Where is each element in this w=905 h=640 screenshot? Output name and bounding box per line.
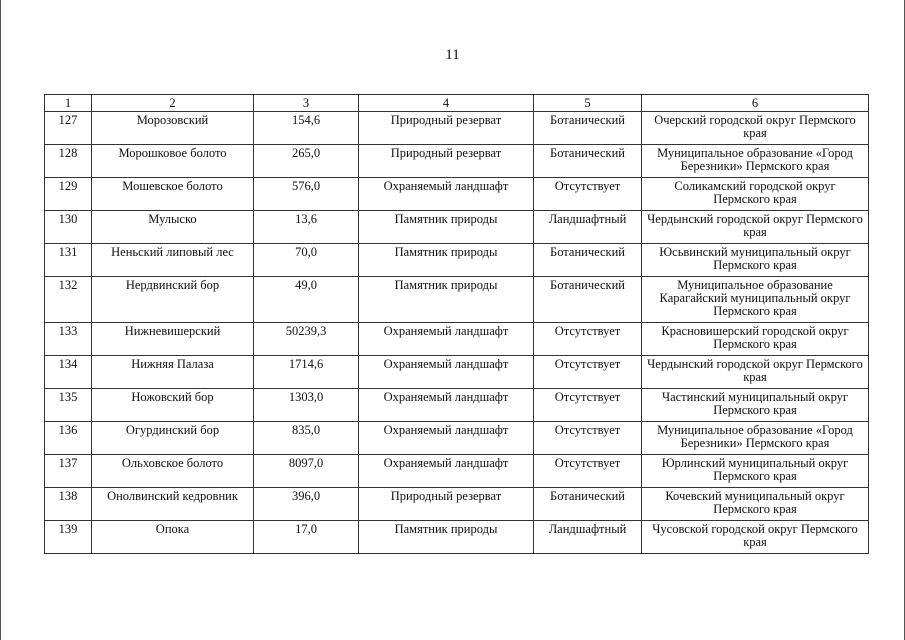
area-location-cell: Муниципальное образование «Город Березники» Пермского края — [642, 422, 869, 455]
area-category-cell: Охраняемый ландшафт — [359, 455, 534, 488]
protected-areas-table — [44, 94, 869, 554]
column-header-1: 1 — [45, 95, 92, 112]
table-row — [45, 488, 869, 521]
area-location-cell: Очерский городской округ Пермского края — [642, 112, 869, 145]
area-profile-cell: Отсутствует — [534, 389, 642, 422]
table-row — [45, 277, 869, 323]
table-row — [45, 455, 869, 488]
area-profile-cell: Ботанический — [534, 244, 642, 277]
area-hectares-cell: 396,0 — [254, 488, 359, 521]
column-header-2: 2 — [92, 95, 254, 112]
area-name-cell: Нижняя Палаза — [92, 356, 254, 389]
table-row — [45, 145, 869, 178]
area-hectares-cell: 70,0 — [254, 244, 359, 277]
area-name-cell: Ольховское болото — [92, 455, 254, 488]
area-name-cell: Нижневишерский — [92, 323, 254, 356]
table-row — [45, 389, 869, 422]
area-location-cell: Соликамский городской округ Пермского края — [642, 178, 869, 211]
area-profile-cell: Ботанический — [534, 277, 642, 323]
table-body — [45, 112, 869, 554]
area-hectares-cell: 835,0 — [254, 422, 359, 455]
area-category-cell: Памятник природы — [359, 211, 534, 244]
area-hectares-cell: 49,0 — [254, 277, 359, 323]
table-header — [45, 95, 869, 112]
area-location-cell: Красновишерский городской округ Пермского края — [642, 323, 869, 356]
row-number-cell: 139 — [45, 521, 92, 554]
column-header-6: 6 — [642, 95, 869, 112]
area-category-cell: Памятник природы — [359, 244, 534, 277]
area-hectares-cell: 50239,3 — [254, 323, 359, 356]
area-category-cell: Природный резерват — [359, 488, 534, 521]
area-profile-cell: Ботанический — [534, 488, 642, 521]
column-header-4: 4 — [359, 95, 534, 112]
area-location-cell: Чердынский городской округ Пермского края — [642, 356, 869, 389]
area-location-cell: Кочевский муниципальный округ Пермского края — [642, 488, 869, 521]
area-name-cell: Опока — [92, 521, 254, 554]
row-number-cell: 130 — [45, 211, 92, 244]
column-header-3: 3 — [254, 95, 359, 112]
row-number-cell: 133 — [45, 323, 92, 356]
area-category-cell: Охраняемый ландшафт — [359, 389, 534, 422]
row-number-cell: 129 — [45, 178, 92, 211]
row-number-cell: 132 — [45, 277, 92, 323]
area-name-cell: Морозовский — [92, 112, 254, 145]
area-profile-cell: Отсутствует — [534, 178, 642, 211]
area-hectares-cell: 576,0 — [254, 178, 359, 211]
area-name-cell: Неньский липовый лес — [92, 244, 254, 277]
area-name-cell: Мулыско — [92, 211, 254, 244]
area-location-cell: Муниципальное образование Карагайский муниципальный округ Пермского края — [642, 277, 869, 323]
table-row — [45, 356, 869, 389]
row-number-cell: 128 — [45, 145, 92, 178]
area-category-cell: Охраняемый ландшафт — [359, 178, 534, 211]
area-hectares-cell: 154,6 — [254, 112, 359, 145]
table-row — [45, 244, 869, 277]
area-profile-cell: Отсутствует — [534, 422, 642, 455]
header-row — [45, 95, 869, 112]
area-profile-cell: Отсутствует — [534, 455, 642, 488]
area-profile-cell: Отсутствует — [534, 356, 642, 389]
area-profile-cell: Ландшафтный — [534, 211, 642, 244]
table-row — [45, 422, 869, 455]
area-profile-cell: Ботанический — [534, 145, 642, 178]
area-hectares-cell: 265,0 — [254, 145, 359, 178]
area-category-cell: Природный резерват — [359, 112, 534, 145]
table-row — [45, 112, 869, 145]
row-number-cell: 127 — [45, 112, 92, 145]
area-location-cell: Чусовской городской округ Пермского края — [642, 521, 869, 554]
area-category-cell: Охраняемый ландшафт — [359, 356, 534, 389]
area-category-cell: Охраняемый ландшафт — [359, 323, 534, 356]
area-name-cell: Огурдинский бор — [92, 422, 254, 455]
area-name-cell: Мошевское болото — [92, 178, 254, 211]
page-number: 11 — [445, 47, 460, 63]
row-number-cell: 134 — [45, 356, 92, 389]
table-row — [45, 178, 869, 211]
area-hectares-cell: 8097,0 — [254, 455, 359, 488]
area-profile-cell: Ботанический — [534, 112, 642, 145]
row-number-cell: 131 — [45, 244, 92, 277]
area-location-cell: Частинский муниципальный округ Пермского края — [642, 389, 869, 422]
area-category-cell: Памятник природы — [359, 277, 534, 323]
area-category-cell: Природный резерват — [359, 145, 534, 178]
area-hectares-cell: 13,6 — [254, 211, 359, 244]
area-hectares-cell: 17,0 — [254, 521, 359, 554]
area-name-cell: Онолвинский кедровник — [92, 488, 254, 521]
row-number-cell: 136 — [45, 422, 92, 455]
table-row — [45, 323, 869, 356]
table-row — [45, 521, 869, 554]
column-header-5: 5 — [534, 95, 642, 112]
row-number-cell: 138 — [45, 488, 92, 521]
area-profile-cell: Отсутствует — [534, 323, 642, 356]
area-category-cell: Охраняемый ландшафт — [359, 422, 534, 455]
area-location-cell: Юсьвинский муниципальный округ Пермского края — [642, 244, 869, 277]
row-number-cell: 135 — [45, 389, 92, 422]
row-number-cell: 137 — [45, 455, 92, 488]
area-location-cell: Муниципальное образование «Город Березники» Пермского края — [642, 145, 869, 178]
area-location-cell: Юрлинский муниципальный округ Пермского края — [642, 455, 869, 488]
area-profile-cell: Ландшафтный — [534, 521, 642, 554]
area-name-cell: Морошковое болото — [92, 145, 254, 178]
area-hectares-cell: 1303,0 — [254, 389, 359, 422]
page-edge-left — [0, 0, 1, 640]
table-row — [45, 211, 869, 244]
area-location-cell: Чердынский городской округ Пермского края — [642, 211, 869, 244]
area-name-cell: Нердвинский бор — [92, 277, 254, 323]
area-category-cell: Памятник природы — [359, 521, 534, 554]
area-hectares-cell: 1714,6 — [254, 356, 359, 389]
area-name-cell: Ножовский бор — [92, 389, 254, 422]
